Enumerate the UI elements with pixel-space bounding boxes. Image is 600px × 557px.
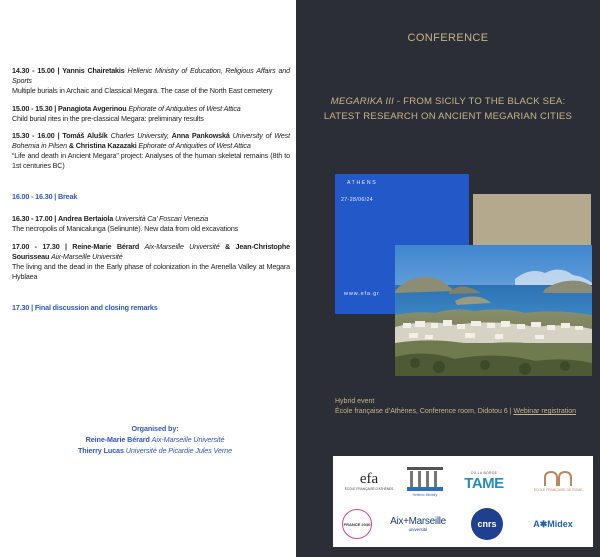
tame-top: OÙ LA BORGE <box>470 470 498 475</box>
speaker-name-2: Anna Pankowská <box>171 131 230 140</box>
item-time: 17.00 - 17.30 | <box>12 242 67 251</box>
website-link[interactable]: www.efa.gr <box>344 291 380 297</box>
talk-title: “Life and death in Ancient Megara” project: Analyses of the human skeletal remains (8th to 1st centuries BC) <box>12 151 290 170</box>
hellenic-ministry-logo <box>399 462 451 500</box>
speaker-name-3: Christina Kazazaki <box>75 141 137 150</box>
item-time: 17.30 | <box>12 303 33 312</box>
efa-logo <box>341 462 397 500</box>
item-time: 15.30 - 16.00 | <box>12 131 60 140</box>
france-2030-logo <box>339 506 375 542</box>
organisers-heading: Organised by: <box>131 424 179 433</box>
title-rest: - FROM SICILY TO THE BLACK SEA: <box>394 96 566 107</box>
tame-logo <box>457 460 511 502</box>
efa-mark: efa <box>359 471 379 487</box>
city-label: ATHENS <box>347 180 378 186</box>
item-time: 14.30 - 15.00 | <box>12 66 60 75</box>
speaker-affiliation: Università Ca’ Foscari Venezia <box>114 214 209 223</box>
date-label: 27-28/06/24 <box>341 197 374 203</box>
speaker-name: Yannis Chairetakis <box>62 66 125 75</box>
organiser <box>20 434 290 445</box>
programme-closing <box>12 303 290 313</box>
speaker-name: Andrea Bertaiola <box>57 214 114 223</box>
efr-logo <box>529 462 587 500</box>
amu-logo <box>383 506 453 542</box>
speaker-affiliation-3: Ephorate of Antiquities of West Attica <box>138 141 251 150</box>
break-label: Break <box>57 192 78 201</box>
talk-title: Child burial rites in the pre-classical Megara: preliminary results <box>12 114 204 123</box>
registration-link[interactable]: Webinar registration <box>513 408 576 415</box>
programme-item-1 <box>12 66 290 96</box>
france-2030-circle <box>342 509 372 539</box>
organiser <box>20 445 290 456</box>
closing-label: Final discussion and closing remarks <box>34 303 158 312</box>
talk-title: The living and the dead in the Early phase of colonization in the Arenella Valley at Megara Hyblaea <box>12 262 290 281</box>
photo-illustration <box>395 245 592 376</box>
speaker-affiliation-2: Aix-Marseille Université <box>51 252 123 261</box>
amu-sub: université <box>408 527 428 532</box>
item-time: 15.00 - 15.30 | <box>12 104 57 113</box>
programme-break <box>12 192 290 202</box>
speaker-affiliation-2: University of West Bohemia in Pilsen <box>12 131 290 150</box>
talk-title: The necropolis of Manicalunga (Selinunte). New data from old excavations <box>12 224 239 233</box>
programme-item-4 <box>12 214 290 234</box>
conference-label: CONFERENCE <box>407 32 489 44</box>
columns-icon <box>405 465 445 493</box>
title-line-2: LATEST RESEARCH ON ANCIENT MEGARIAN CITIES <box>323 111 573 122</box>
efr-sub: ÉCOLE FRANÇAISE DE ROME <box>533 488 583 492</box>
organiser-name: Thierry Lucas <box>78 446 124 455</box>
venue-address: École française d’Athènes, Conference room, Didotou 6 | <box>335 408 512 415</box>
programme-item-2 <box>12 104 290 124</box>
speaker-affiliation: Hellenic Ministry of Education, Religious Affairs and Sports <box>12 66 290 85</box>
speaker-conjunction: & <box>68 141 74 150</box>
hellenic-sub: Hellenic Ministry <box>412 493 438 497</box>
venue-line <box>335 407 595 417</box>
efa-sub: ÉCOLE FRANÇAISE D'ATHÈNES <box>344 487 394 491</box>
conference-title <box>310 94 586 124</box>
amidex-logo <box>517 506 589 542</box>
organiser-name: Reine-Marie Bérard <box>85 435 150 444</box>
speaker-affiliation: Charles University, <box>110 131 169 140</box>
cnrs-mark: cnrs <box>477 519 497 529</box>
amidex-mark: A✱Midex <box>533 518 573 529</box>
programme-item-5 <box>12 242 290 282</box>
hybrid-label: Hybrid event <box>335 398 375 405</box>
item-time: 16.30 - 17.00 | <box>12 214 57 223</box>
cnrs-logo <box>467 506 507 542</box>
programme-page <box>0 0 296 557</box>
landscape-photo <box>395 245 592 376</box>
organisers-block <box>20 423 290 456</box>
partner-logos <box>333 456 593 547</box>
speaker-affiliation: Aix-Marseille Université <box>144 242 220 251</box>
organiser-affiliation: Aix-Marseille Université <box>151 435 225 444</box>
tame-mark: TAME <box>464 474 504 492</box>
speaker-name: Tomáš Alušík <box>62 131 108 140</box>
title-italic: MEGARIKA III <box>330 96 395 107</box>
organiser-affiliation: Université de Picardie Jules Verne <box>125 446 232 455</box>
france-2030-mark: FRANCE 2030 <box>343 521 371 527</box>
programme-item-3 <box>12 131 290 171</box>
speaker-conjunction: & <box>225 242 231 251</box>
venue-info <box>335 397 595 417</box>
speaker-affiliation: Ephorate of Antiquities of West Attica <box>128 104 241 113</box>
amu-mark: Aix+Marseille <box>390 516 446 527</box>
arches-icon <box>543 470 573 488</box>
item-time: 16.00 - 16.30 | <box>12 192 57 201</box>
speaker-name: Reine-Marie Bérard <box>72 242 140 251</box>
cnrs-circle <box>471 508 503 540</box>
speaker-name-2: Jean-Christophe Sourisseau <box>12 242 290 261</box>
speaker-name: Panagiota Avgerinou <box>57 104 127 113</box>
talk-title: Multiple burials in Archaic and Classical Megara. The case of the North East cemetery <box>12 86 273 95</box>
